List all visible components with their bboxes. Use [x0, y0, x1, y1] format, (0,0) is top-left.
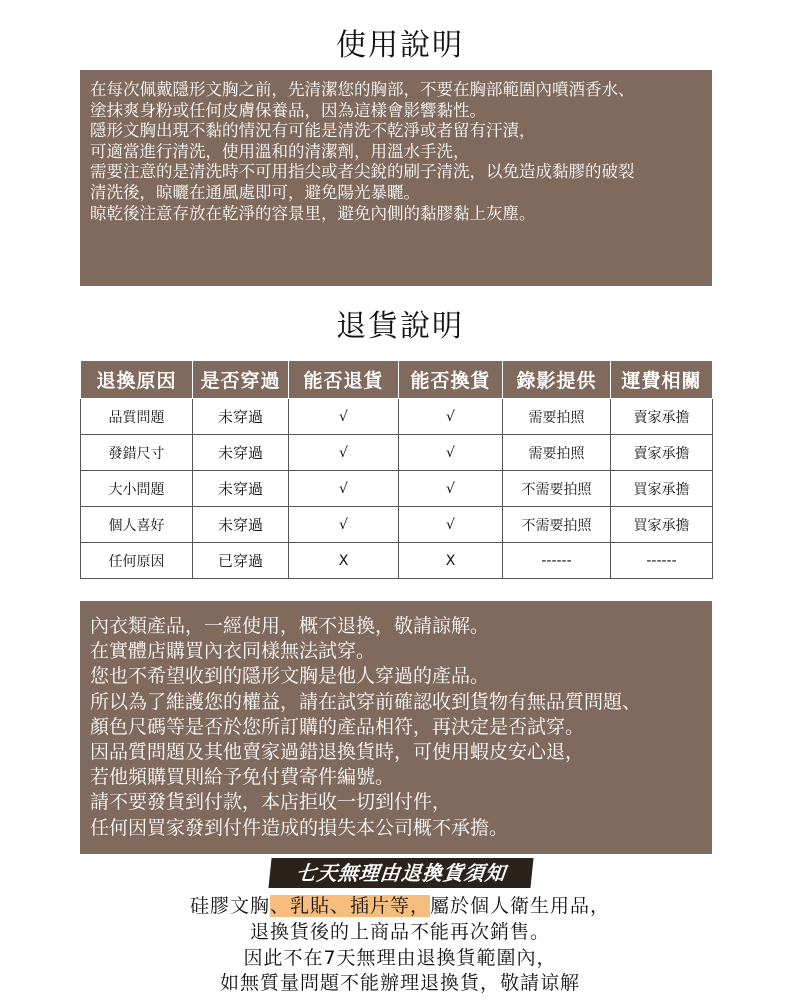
cell-worn: 未穿過: [193, 435, 289, 471]
policy-line: 顏色尺碼等是否於您所訂購的產品相符，再決定是否試穿。: [90, 715, 585, 738]
returns-title: 退貨說明: [336, 309, 464, 344]
notice-line: 如無質量問題不能辦理退換貨，敬請谅解: [219, 972, 580, 994]
cell-reason: 品質問題: [81, 399, 193, 435]
cell-worn: 未穿過: [193, 507, 289, 543]
policy-line: 請不要發貨到付款，本店拒收一切到付件，: [90, 791, 452, 814]
usage-instructions-box: [80, 70, 712, 286]
table-header-row: [81, 361, 713, 399]
table-row: [81, 543, 713, 579]
cell-refund: √: [289, 399, 399, 435]
usage-line: 需要注意的是清洗時不可用指尖或者尖銳的刷子清洗，以免造成黏膠的破裂: [90, 162, 635, 182]
policy-line: 內衣類產品，一經使用，概不退換，敬請諒解。: [90, 615, 490, 637]
usage-title: 使用說明: [336, 28, 464, 63]
notice-text: 屬於個人衛生用品，: [430, 895, 611, 917]
usage-line: 塗抹爽身粉或任何皮膚保養品，因為這樣會影響黏性。: [90, 100, 486, 120]
cell-video: 不需要拍照: [503, 471, 611, 507]
table-row: [81, 507, 713, 543]
cell-worn: 未穿過: [193, 399, 289, 435]
usage-line: 隱形文胸出現不黏的情況有可能是清洗不乾淨或者留有汗漬，: [90, 121, 536, 141]
policy-line: 任何因買家發到付件造成的損失本公司概不承擔。: [90, 816, 509, 839]
table-row: [81, 399, 713, 435]
cell-reason: 個人喜好: [81, 507, 193, 543]
header-refund: 能否退貨: [289, 361, 399, 399]
notice-highlight: 、乳貼、插片等，: [269, 895, 430, 917]
cell-shipping: 買家承擔: [611, 507, 713, 543]
usage-line: 清洗後，晾曬在通風處即可，避免陽光暴曬。: [90, 182, 420, 202]
cell-exchange: √: [399, 435, 503, 471]
policy-line: 因品質問題及其他賣家過錯退換貨時，可使用蝦皮安心退，: [90, 741, 585, 764]
cell-reason: 發錯尺寸: [81, 435, 193, 471]
cell-video: 需要拍照: [503, 399, 611, 435]
seven-day-notice-banner: 七天無理由退換貨須知: [268, 858, 533, 888]
cell-refund: X: [289, 543, 399, 579]
returns-table: [80, 360, 713, 579]
header-video: 錄影提供: [503, 361, 611, 399]
notice-line: 因此不在7天無理由退換貨範圍內，: [243, 947, 557, 969]
header-shipping: 運費相關: [611, 361, 713, 399]
policy-line: 您也不希望收到的隱形文胸是他人穿過的產品。: [90, 665, 490, 688]
cell-exchange: √: [399, 471, 503, 507]
header-reason: 退換原因: [81, 361, 193, 399]
cell-video: ------: [503, 543, 611, 579]
table-row: [81, 435, 713, 471]
usage-line: 可適當進行清洗，使用溫和的清潔劑，用溫水手洗，: [90, 141, 470, 161]
policy-line: 若他頻購買則給予免付費寄件編號。: [90, 766, 395, 789]
cell-refund: √: [289, 435, 399, 471]
cell-exchange: √: [399, 507, 503, 543]
notice-line: 退換貨後的上商品不能再次銷售。: [249, 921, 550, 943]
cell-reason: 任何原因: [81, 543, 193, 579]
cell-refund: √: [289, 507, 399, 543]
cell-video: 需要拍照: [503, 435, 611, 471]
policy-line: 在實體店購買內衣同樣無法試穿。: [90, 640, 376, 663]
header-worn: 是否穿過: [193, 361, 289, 399]
cell-worn: 已穿過: [193, 543, 289, 579]
cell-reason: 大小問題: [81, 471, 193, 507]
table-row: [81, 471, 713, 507]
usage-line: 在每次佩戴隱形文胸之前，先清潔您的胸部，不要在胸部範圍內噴酒香水、: [90, 80, 635, 99]
cell-video: 不需要拍照: [503, 507, 611, 543]
cell-shipping: 賣家承擔: [611, 399, 713, 435]
cell-refund: √: [289, 471, 399, 507]
return-policy-box: [80, 601, 712, 854]
usage-line: 晾乾後注意存放在乾淨的容景里，避免內側的黏膠黏上灰塵。: [90, 203, 536, 223]
cell-shipping: 賣家承擔: [611, 435, 713, 471]
cell-shipping: 買家承擔: [611, 471, 713, 507]
cell-exchange: X: [399, 543, 503, 579]
cell-shipping: ------: [611, 543, 713, 579]
cell-worn: 未穿過: [193, 471, 289, 507]
cell-exchange: √: [399, 399, 503, 435]
header-exchange: 能否換貨: [399, 361, 503, 399]
notice-text: 硅膠文胸: [189, 895, 270, 917]
policy-line: 所以為了維護您的權益，請在試穿前確認收到貨物有無品質問題、: [90, 690, 642, 713]
notice-line: [0, 891, 800, 918]
